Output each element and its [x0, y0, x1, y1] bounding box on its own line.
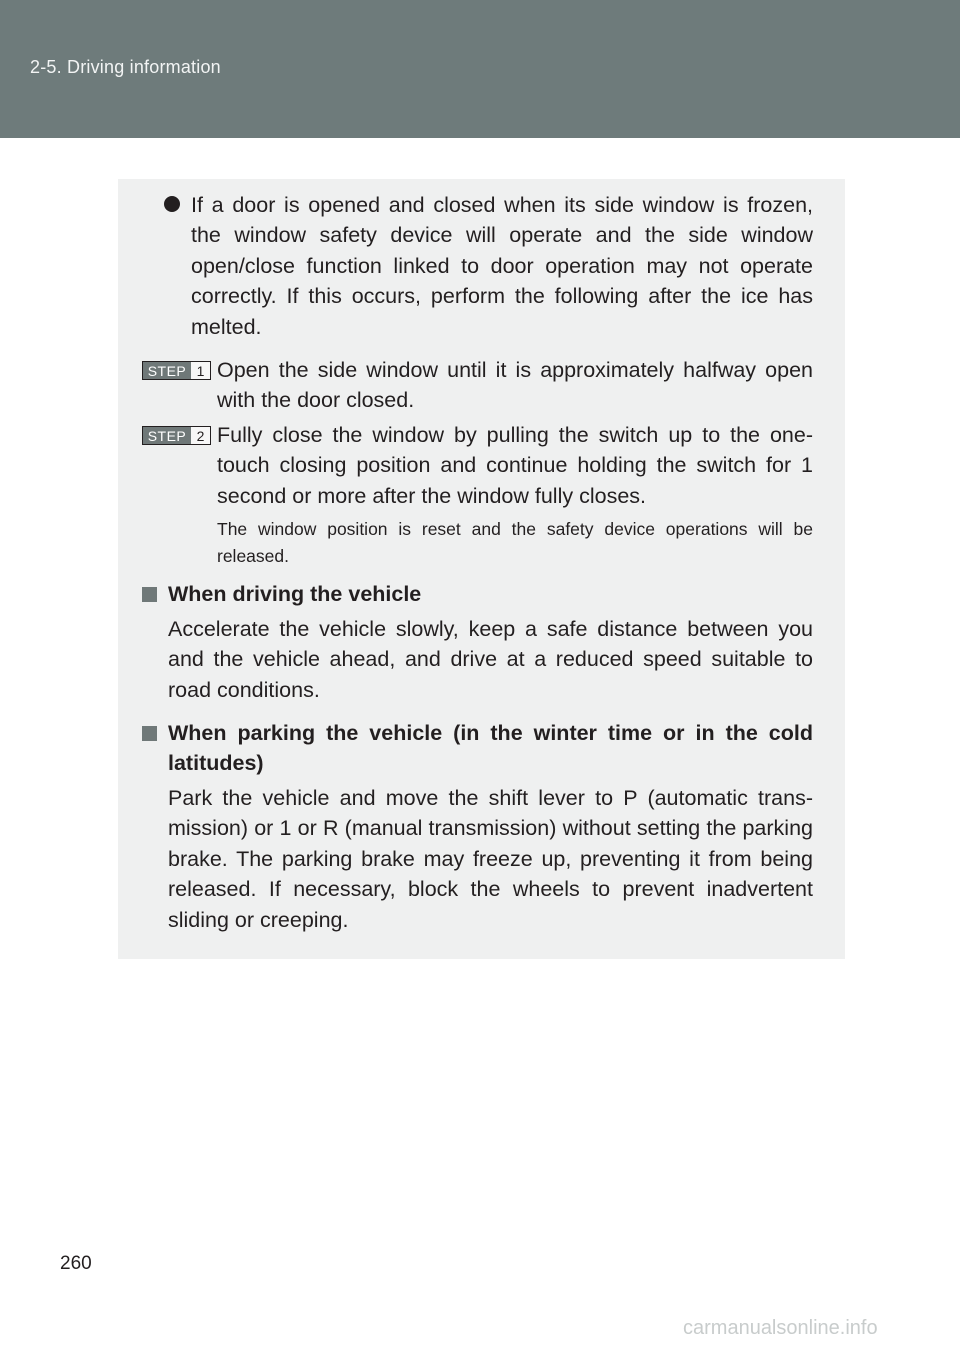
step-1-badge [142, 361, 211, 380]
section-body-parking: Park the vehicle and move the shift lever to P (automatic trans-mission) or 1 or R (manual transmission) without setting the parking brake. The parking brake may freeze up, preventing it from being released. If necessary, block the wheels to prevent inadvertent sliding or creeping. [168, 786, 813, 932]
section-square-icon [142, 587, 157, 602]
step-2-badge [142, 426, 211, 445]
step-2-note: The window position is reset and the safety device operations will be released. [217, 519, 813, 566]
bullet-icon [164, 196, 180, 212]
section-square-icon [142, 726, 157, 741]
bullet-text: If a door is opened and closed when its side window is frozen, the window safety device will operate and the side window open/close function linked to door operation may not operate correctly. If this occurs, perform the following after the ice has melted. [191, 193, 813, 339]
step-2-text: Fully close the window by pulling the switch up to the one-touch closing position and continue holding the switch for 1 second or more after the window fully closes. [217, 423, 813, 508]
page-number: 260 [60, 1253, 92, 1274]
page-header [0, 0, 960, 138]
step-number: 2 [196, 427, 205, 444]
step-1-text: Open the side window until it is approximately halfway open with the door closed. [217, 358, 813, 413]
section-heading-driving: When driving the vehicle [168, 582, 422, 606]
watermark: carmanualsonline.info [683, 1317, 878, 1339]
section-title: 2-5. Driving information [30, 57, 221, 77]
step-number: 1 [196, 362, 205, 379]
section-body-driving: Accelerate the vehicle slowly, keep a safe distance between you and the vehicle ahead, and drive at a reduced speed suitable to road conditions. [168, 617, 813, 702]
section-heading-parking: When parking the vehicle (in the winter time or in the cold latitudes) [168, 721, 813, 776]
step-label: STEP [143, 362, 191, 379]
step-label: STEP [143, 427, 191, 444]
